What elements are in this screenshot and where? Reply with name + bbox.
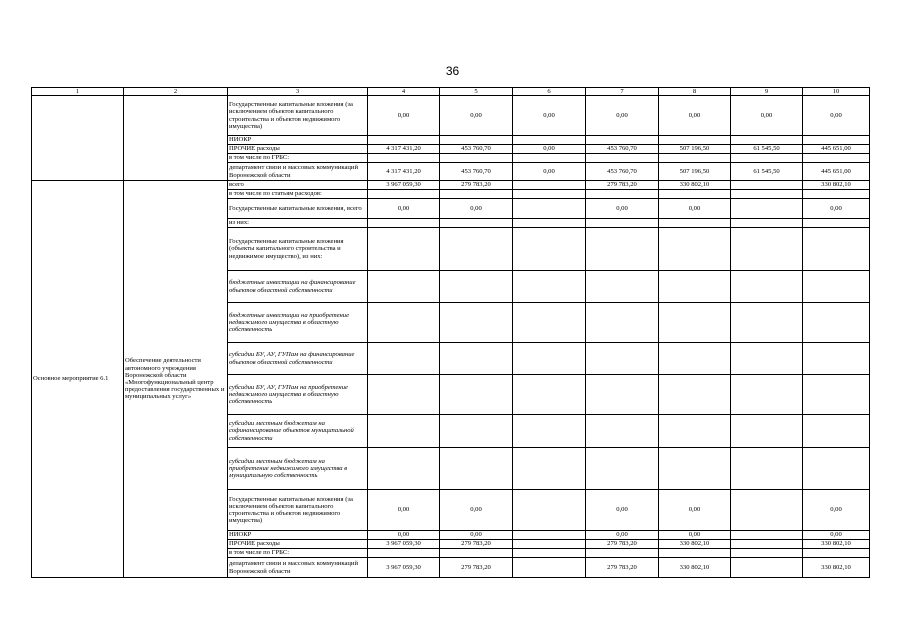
value-cell: [368, 375, 440, 415]
value-cell: [513, 375, 586, 415]
value-cell: 453 760,70: [586, 163, 659, 181]
value-cell: [368, 154, 440, 163]
value-cell: 0,00: [731, 96, 803, 136]
value-cell: [586, 448, 659, 490]
value-cell: [803, 303, 870, 343]
value-cell: 4 317 431,20: [368, 145, 440, 154]
value-cell: [440, 271, 513, 303]
value-cell: [513, 303, 586, 343]
value-cell: [368, 228, 440, 271]
value-cell: [440, 303, 513, 343]
value-cell: [513, 558, 586, 578]
budget-table: [31, 87, 870, 578]
value-cell: 3 967 059,30: [368, 558, 440, 578]
value-cell: 0,00: [659, 96, 731, 136]
value-cell: [368, 343, 440, 375]
row-label: в том числе по ГРБС:: [228, 154, 368, 163]
value-cell: [731, 415, 803, 448]
value-cell: [513, 154, 586, 163]
value-cell: [731, 271, 803, 303]
row-label: бюджетные инвестиции на приобретение недвижимого имущества в областную собственность: [228, 303, 368, 343]
value-cell: 0,00: [513, 163, 586, 181]
empty-cell: [32, 96, 124, 181]
value-cell: 0,00: [803, 96, 870, 136]
value-cell: 0,00: [586, 96, 659, 136]
value-cell: [440, 219, 513, 228]
value-cell: [659, 219, 731, 228]
value-cell: 279 783,20: [440, 558, 513, 578]
value-cell: [659, 303, 731, 343]
value-cell: 0,00: [586, 490, 659, 531]
row-label: НИОКР: [228, 136, 368, 145]
row-label: Государственные капитальные вложения (объекты капитального строительства и недвижимое имущество), из них:: [228, 228, 368, 271]
value-cell: 0,00: [586, 199, 659, 219]
value-cell: [586, 154, 659, 163]
value-cell: [513, 228, 586, 271]
value-cell: [659, 448, 731, 490]
row-label: департамент связи и массовых коммуникаций Воронежской области: [228, 558, 368, 578]
value-cell: 0,00: [368, 199, 440, 219]
value-cell: 330 802,10: [803, 181, 870, 190]
header-cell: 7: [586, 88, 659, 96]
value-cell: [731, 136, 803, 145]
value-cell: 279 783,20: [586, 181, 659, 190]
row-label: в том числе по статьям расходов:: [228, 190, 368, 199]
value-cell: 0,00: [513, 145, 586, 154]
row-label: Государственные капитальные вложения (за исключением объектов капитального строительства и объектов недвижимого имущества): [228, 490, 368, 531]
value-cell: [803, 549, 870, 558]
value-cell: 0,00: [440, 490, 513, 531]
value-cell: 279 783,20: [586, 558, 659, 578]
value-cell: [440, 549, 513, 558]
value-cell: [368, 415, 440, 448]
value-cell: [586, 228, 659, 271]
value-cell: [731, 549, 803, 558]
value-cell: [440, 154, 513, 163]
value-cell: 0,00: [368, 531, 440, 540]
value-cell: [513, 136, 586, 145]
value-cell: [659, 375, 731, 415]
value-cell: 330 802,10: [659, 540, 731, 549]
value-cell: [513, 199, 586, 219]
value-cell: [659, 271, 731, 303]
row-label: бюджетные инвестиции на финансирование объектов областной собственности: [228, 271, 368, 303]
row-label: из них:: [228, 219, 368, 228]
value-cell: [586, 136, 659, 145]
row-label: Государственные капитальные вложения, всего: [228, 199, 368, 219]
value-cell: [368, 271, 440, 303]
value-cell: 330 802,10: [803, 540, 870, 549]
value-cell: [368, 549, 440, 558]
value-cell: [803, 190, 870, 199]
value-cell: 61 545,50: [731, 145, 803, 154]
value-cell: 3 967 059,30: [368, 540, 440, 549]
value-cell: [803, 375, 870, 415]
value-cell: [368, 303, 440, 343]
value-cell: [803, 228, 870, 271]
value-cell: [513, 549, 586, 558]
header-cell: 4: [368, 88, 440, 96]
value-cell: 0,00: [440, 199, 513, 219]
value-cell: [368, 219, 440, 228]
value-cell: [440, 448, 513, 490]
value-cell: 0,00: [803, 199, 870, 219]
value-cell: [513, 540, 586, 549]
value-cell: [659, 343, 731, 375]
value-cell: [440, 415, 513, 448]
value-cell: [803, 415, 870, 448]
value-cell: 279 783,20: [440, 540, 513, 549]
value-cell: 279 783,20: [440, 181, 513, 190]
value-cell: [368, 190, 440, 199]
value-cell: 453 760,70: [586, 145, 659, 154]
value-cell: [731, 190, 803, 199]
page-number: 36: [445, 64, 460, 78]
value-cell: [586, 415, 659, 448]
value-cell: [659, 549, 731, 558]
value-cell: [586, 190, 659, 199]
row-label: субсидии БУ, АУ, ГУПам на финансирование объектов областной собственности: [228, 343, 368, 375]
header-cell: 1: [32, 88, 124, 96]
value-cell: [513, 343, 586, 375]
header-cell: 10: [803, 88, 870, 96]
value-cell: 445 651,00: [803, 145, 870, 154]
value-cell: [513, 181, 586, 190]
value-cell: 4 317 431,20: [368, 163, 440, 181]
value-cell: [513, 415, 586, 448]
value-cell: [368, 448, 440, 490]
value-cell: 0,00: [440, 96, 513, 136]
value-cell: [440, 136, 513, 145]
row-label: ПРОЧИЕ расходы: [228, 540, 368, 549]
value-cell: [731, 199, 803, 219]
value-cell: 3 967 059,30: [368, 181, 440, 190]
header-cell: 2: [124, 88, 228, 96]
value-cell: [803, 136, 870, 145]
value-cell: [513, 190, 586, 199]
row-label: всего: [228, 181, 368, 190]
value-cell: 0,00: [659, 531, 731, 540]
value-cell: 0,00: [803, 490, 870, 531]
empty-cell: [124, 96, 228, 181]
value-cell: [659, 136, 731, 145]
value-cell: [731, 540, 803, 549]
value-cell: 453 760,70: [440, 163, 513, 181]
value-cell: 453 760,70: [440, 145, 513, 154]
value-cell: 0,00: [803, 531, 870, 540]
row-label: НИОКР: [228, 531, 368, 540]
value-cell: [731, 154, 803, 163]
value-cell: 0,00: [513, 96, 586, 136]
value-cell: 330 802,10: [803, 558, 870, 578]
value-cell: 507 196,50: [659, 145, 731, 154]
value-cell: 61 545,50: [731, 163, 803, 181]
value-cell: [803, 271, 870, 303]
value-cell: [731, 219, 803, 228]
value-cell: 0,00: [440, 531, 513, 540]
value-cell: [513, 448, 586, 490]
value-cell: 0,00: [368, 96, 440, 136]
value-cell: [659, 190, 731, 199]
value-cell: 507 196,50: [659, 163, 731, 181]
value-cell: 445 651,00: [803, 163, 870, 181]
header-cell: 5: [440, 88, 513, 96]
value-cell: [513, 219, 586, 228]
value-cell: [803, 448, 870, 490]
row-label: департамент связи и массовых коммуникаций Воронежской области: [228, 163, 368, 181]
row-label: субсидии местным бюджетам на приобретение недвижимого имущества в муниципальную собственность: [228, 448, 368, 490]
value-cell: [586, 303, 659, 343]
row-label: Государственные капитальные вложения (за исключением объектов капитального строительства и объектов недвижимого имущества): [228, 96, 368, 136]
value-cell: [731, 303, 803, 343]
value-cell: [731, 490, 803, 531]
value-cell: [368, 136, 440, 145]
value-cell: [659, 228, 731, 271]
value-cell: [659, 154, 731, 163]
value-cell: [803, 219, 870, 228]
value-cell: [513, 271, 586, 303]
value-cell: [731, 531, 803, 540]
value-cell: 330 802,10: [659, 558, 731, 578]
table-row: [32, 96, 870, 136]
value-cell: [513, 531, 586, 540]
value-cell: [440, 343, 513, 375]
value-cell: [440, 190, 513, 199]
value-cell: 330 802,10: [659, 181, 731, 190]
row-label: субсидии местным бюджетам на софинансирование объектов муниципальной собственности: [228, 415, 368, 448]
header-cell: 8: [659, 88, 731, 96]
header-cell: 3: [228, 88, 368, 96]
header-cell: 9: [731, 88, 803, 96]
value-cell: [440, 375, 513, 415]
value-cell: [731, 375, 803, 415]
header-cell: 6: [513, 88, 586, 96]
value-cell: [803, 154, 870, 163]
value-cell: [731, 181, 803, 190]
event-status: Основное мероприятие 6.1: [32, 181, 124, 578]
value-cell: [586, 219, 659, 228]
value-cell: [731, 558, 803, 578]
row-label: ПРОЧИЕ расходы: [228, 145, 368, 154]
event-name: Обеспечение деятельности автономного учреждения Воронежской области «Многофункциональный центр предоставления государственных и муниципальных услуг»: [124, 181, 228, 578]
value-cell: [731, 448, 803, 490]
value-cell: [586, 271, 659, 303]
value-cell: [440, 228, 513, 271]
value-cell: 279 783,20: [586, 540, 659, 549]
value-cell: [586, 375, 659, 415]
value-cell: [803, 343, 870, 375]
value-cell: 0,00: [586, 531, 659, 540]
row-label: субсидии БУ, АУ, ГУПам на приобретение недвижимого имущества в областную собственность: [228, 375, 368, 415]
value-cell: 0,00: [659, 490, 731, 531]
value-cell: 0,00: [659, 199, 731, 219]
value-cell: [731, 228, 803, 271]
header-row: [32, 88, 870, 96]
value-cell: [513, 490, 586, 531]
value-cell: 0,00: [368, 490, 440, 531]
value-cell: [586, 549, 659, 558]
value-cell: [731, 343, 803, 375]
value-cell: [586, 343, 659, 375]
table-row: [32, 181, 870, 190]
value-cell: [659, 415, 731, 448]
row-label: в том числе по ГРБС:: [228, 549, 368, 558]
